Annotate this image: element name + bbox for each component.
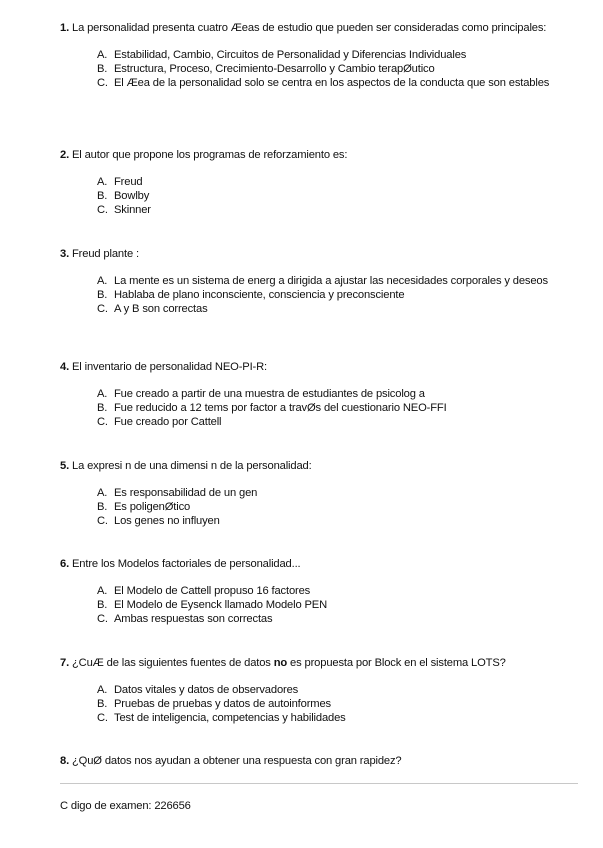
option-c bbox=[97, 76, 565, 90]
option-text: Los genes no influyen bbox=[114, 515, 220, 527]
option-letter: B. bbox=[97, 63, 108, 75]
option-text: El Modelo de Eysenck llamado Modelo PEN bbox=[114, 599, 328, 611]
question-number: 3. bbox=[60, 248, 70, 260]
question-number: 7. bbox=[60, 657, 70, 669]
option-letter: A. bbox=[97, 275, 108, 287]
option-text: El Æea de la personalidad solo se centra en los aspectos de la conducta que son estables bbox=[114, 77, 550, 89]
question-text-part: ¿CuÆ de las siguientes fuentes de datos bbox=[72, 657, 274, 669]
question-text: La personalidad presenta cuatro Æeas de estudio que pueden ser consideradas como principales: bbox=[72, 22, 547, 34]
question-number: 8. bbox=[60, 755, 70, 767]
option-text: Freud bbox=[114, 176, 143, 188]
question-text: El autor que propone los programas de reforzamiento es: bbox=[72, 149, 348, 161]
option-a bbox=[97, 274, 565, 288]
option-list bbox=[97, 387, 565, 429]
option-b bbox=[97, 62, 565, 76]
option-c bbox=[97, 203, 565, 217]
question-stem bbox=[60, 656, 565, 670]
option-text: Es responsabilidad de un gen bbox=[114, 487, 258, 499]
option-a bbox=[97, 48, 565, 62]
question-stem bbox=[60, 21, 565, 35]
option-text: Ambas respuestas son correctas bbox=[114, 613, 273, 625]
option-list bbox=[97, 175, 565, 217]
option-letter: C. bbox=[97, 712, 108, 724]
option-letter: C. bbox=[97, 416, 108, 428]
question-stem bbox=[60, 754, 565, 768]
option-text: A y B son correctas bbox=[114, 303, 208, 315]
question-1 bbox=[60, 21, 565, 90]
option-b bbox=[97, 288, 565, 302]
exam-code: C digo de examen: 226656 bbox=[60, 800, 191, 812]
question-stem bbox=[60, 557, 565, 571]
option-a bbox=[97, 486, 565, 500]
option-a bbox=[97, 175, 565, 189]
option-letter: C. bbox=[97, 613, 108, 625]
option-c bbox=[97, 302, 565, 316]
option-text: Pruebas de pruebas y datos de autoinformes bbox=[114, 698, 331, 710]
option-list bbox=[97, 683, 565, 725]
option-letter: C. bbox=[97, 204, 108, 216]
option-a bbox=[97, 683, 565, 697]
option-a bbox=[97, 387, 565, 401]
option-c bbox=[97, 612, 565, 626]
option-list bbox=[97, 274, 565, 316]
option-text: Hablaba de plano inconsciente, consciencia y preconsciente bbox=[114, 289, 405, 301]
option-letter: A. bbox=[97, 49, 108, 61]
question-stem bbox=[60, 360, 565, 374]
question-number: 2. bbox=[60, 149, 70, 161]
question-text: Entre los Modelos factoriales de personalidad... bbox=[72, 558, 301, 570]
question-stem bbox=[60, 459, 565, 473]
option-text: Fue creado a partir de una muestra de estudiantes de psicolog a bbox=[114, 388, 425, 400]
question-number: 5. bbox=[60, 460, 70, 472]
option-b bbox=[97, 189, 565, 203]
option-text: Skinner bbox=[114, 204, 151, 216]
option-letter: B. bbox=[97, 599, 108, 611]
question-stem bbox=[60, 247, 565, 261]
question-text: La expresi n de una dimensi n de la personalidad: bbox=[72, 460, 312, 472]
question-7 bbox=[60, 656, 565, 725]
option-text: Datos vitales y datos de observadores bbox=[114, 684, 299, 696]
option-letter: A. bbox=[97, 176, 108, 188]
question-number: 4. bbox=[60, 361, 70, 373]
option-c bbox=[97, 415, 565, 429]
question-emphasis: no bbox=[273, 657, 288, 669]
option-letter: B. bbox=[97, 402, 108, 414]
option-b bbox=[97, 598, 565, 612]
option-text: Test de inteligencia, competencias y habilidades bbox=[114, 712, 346, 724]
question-number: 1. bbox=[60, 22, 70, 34]
option-letter: A. bbox=[97, 487, 108, 499]
option-letter: C. bbox=[97, 303, 108, 315]
option-c bbox=[97, 711, 565, 725]
option-text: La mente es un sistema de energ a dirigida a ajustar las necesidades corporales y deseos bbox=[114, 275, 548, 287]
option-text: Estabilidad, Cambio, Circuitos de Personalidad y Diferencias Individuales bbox=[114, 49, 467, 61]
question-3 bbox=[60, 247, 565, 316]
option-c bbox=[97, 514, 565, 528]
option-b bbox=[97, 697, 565, 711]
option-letter: A. bbox=[97, 684, 108, 696]
option-letter: C. bbox=[97, 515, 108, 527]
question-text: ¿QuØ datos nos ayudan a obtener una respuesta con gran rapidez? bbox=[72, 755, 402, 767]
question-2 bbox=[60, 148, 565, 217]
option-letter: B. bbox=[97, 501, 108, 513]
option-text: Es poligenØtico bbox=[114, 501, 191, 513]
option-text: Bowlby bbox=[114, 190, 150, 202]
option-letter: B. bbox=[97, 190, 108, 202]
question-number: 6. bbox=[60, 558, 70, 570]
option-text: El Modelo de Cattell propuso 16 factores bbox=[114, 585, 311, 597]
question-4 bbox=[60, 360, 565, 429]
option-list bbox=[97, 48, 565, 90]
question-6 bbox=[60, 557, 565, 626]
option-b bbox=[97, 401, 565, 415]
question-text bbox=[72, 657, 506, 669]
option-letter: B. bbox=[97, 698, 108, 710]
option-b bbox=[97, 500, 565, 514]
option-text: Estructura, Proceso, Crecimiento-Desarrollo y Cambio terapØutico bbox=[114, 63, 435, 75]
question-text: El inventario de personalidad NEO-PI-R: bbox=[72, 361, 268, 373]
question-text-part: es propuesta por Block en el sistema LOTS? bbox=[287, 657, 506, 669]
question-5 bbox=[60, 459, 565, 528]
question-8 bbox=[60, 754, 565, 768]
option-letter: A. bbox=[97, 388, 108, 400]
option-letter: B. bbox=[97, 289, 108, 301]
option-letter: C. bbox=[97, 77, 108, 89]
option-list bbox=[97, 486, 565, 528]
option-text: Fue reducido a 12 tems por factor a travØs del cuestionario NEO-FFI bbox=[114, 402, 447, 414]
option-letter: A. bbox=[97, 585, 108, 597]
option-list bbox=[97, 584, 565, 626]
question-text: Freud plante : bbox=[72, 248, 139, 260]
option-text: Fue creado por Cattell bbox=[114, 416, 222, 428]
option-a bbox=[97, 584, 565, 598]
question-stem bbox=[60, 148, 565, 162]
footer-divider bbox=[60, 783, 578, 784]
